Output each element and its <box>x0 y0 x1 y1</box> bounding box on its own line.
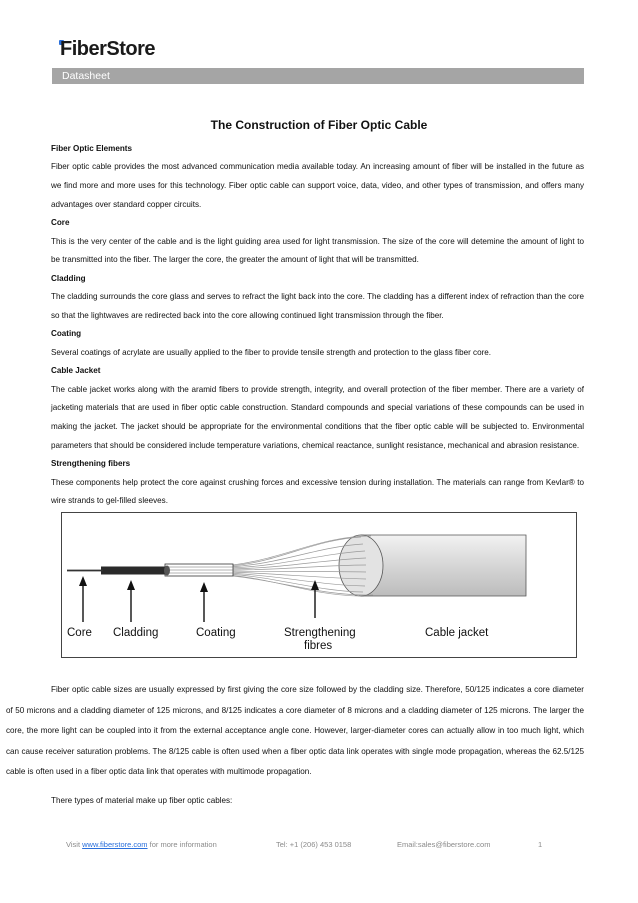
section-text: The cable jacket works along with the aramid fibers to provide strength, integrity, and overall protection of the fiber member. There are a variety of jacketing materials that are used in fiber optic cable construction. Standard compounds and special variations of these compounds can be used in making the jacket. The jacket should be appropriate for the environmental conditions that the fiber optic cable will be subjected to. Environmental parameters that should be considered include temperature variations, chemical reactance, sunlight resistance, mechanical and abrasion resistance. <box>51 384 584 450</box>
section-text: Several coatings of acrylate are usually applied to the fiber to provide tensile strength and protection to the glass fiber core. <box>51 347 492 357</box>
section-heading: Cable Jacket <box>51 366 101 376</box>
datasheet-header-bar <box>52 68 584 84</box>
footer-email: Email:sales@fiberstore.com <box>397 840 491 849</box>
section-heading: Core <box>51 218 70 228</box>
footer-tel: Tel: +1 (206) 453 0158 <box>276 840 352 849</box>
cable-diagram <box>61 512 577 658</box>
label-fibres: fibres <box>304 640 333 652</box>
section-heading: Strengthening fibers <box>51 459 131 469</box>
datasheet-label: Datasheet <box>62 70 110 82</box>
label-cladding: Cladding <box>113 627 159 639</box>
page-number: 1 <box>538 840 543 849</box>
section-text: This is the very center of the cable and is the light guiding area used for light transmission. The size of the core will detemine the amount of light to be transmitted into the fiber. The larger the core, the greater the amount of light that will be transmitted. <box>51 236 584 265</box>
section-heading: Fiber Optic Elements <box>51 144 132 153</box>
fiberstore-logo: FiberStore <box>60 38 156 60</box>
document-body <box>51 140 584 511</box>
cable-jacket-body <box>361 535 526 596</box>
website-link[interactable]: www.fiberstore.com <box>82 840 148 849</box>
document-title: The Construction of Fiber Optic Cable <box>210 118 428 132</box>
cable-construction-figure <box>61 512 577 658</box>
section-heading: Cladding <box>51 273 86 283</box>
section-text: These components help protect the core against crushing forces and excessive tension during installation. The materials can range from Kevlar® to wire strands to gel-filled sleeves. <box>51 477 584 506</box>
section-heading: Coating <box>51 329 82 339</box>
label-strengthening: Strengthening <box>284 627 356 639</box>
label-coating: Coating <box>196 627 236 639</box>
label-cable-jacket: Cable jacket <box>425 627 489 639</box>
cladding-layer <box>101 567 167 575</box>
section-text: Fiber optic cable provides the most advanced communication media available today. An increasing amount of fiber will be installed in the future as we find more and more uses for this technology. Fiber optic cable can support voice, data, video, and other types of transmission, and offers many advantages over standard copper circuits. <box>51 162 584 209</box>
cladding-end <box>164 566 170 576</box>
cable-sizes-paragraph: Fiber optic cable sizes are usually expressed by first giving the core size followed by the cladding size. Therefore, 50/125 indicates a core diameter of 50 microns and a cladding diameter of 125 microns, and 8/125 indicates a core diameter of 8 microns and a cladding diameter of 125 microns. The larger the core, the more light can be coupled into it from the external acceptance angle cone. However, larger-diameter cores can actually allow in too much light, which can cause receiver saturation problems. The 8/125 cable is often used when a fiber optic data link operates with single mode propagation, whereas the 62.5/125 cable is often used in a fiber optic data link that operates with multimode propagation. <box>6 685 584 776</box>
label-core: Core <box>67 627 92 639</box>
section-text: The cladding surrounds the core glass and serves to refract the light back into the core. The cladding has a different index of refraction than the core so that the lightwaves are redirected back into the core allowing continued light transmission through the fiber. <box>51 292 584 320</box>
material-types-paragraph: There types of material make up fiber optic cables: <box>51 796 233 805</box>
footer-visit: Visit www.fiberstore.com for more information <box>66 840 217 849</box>
